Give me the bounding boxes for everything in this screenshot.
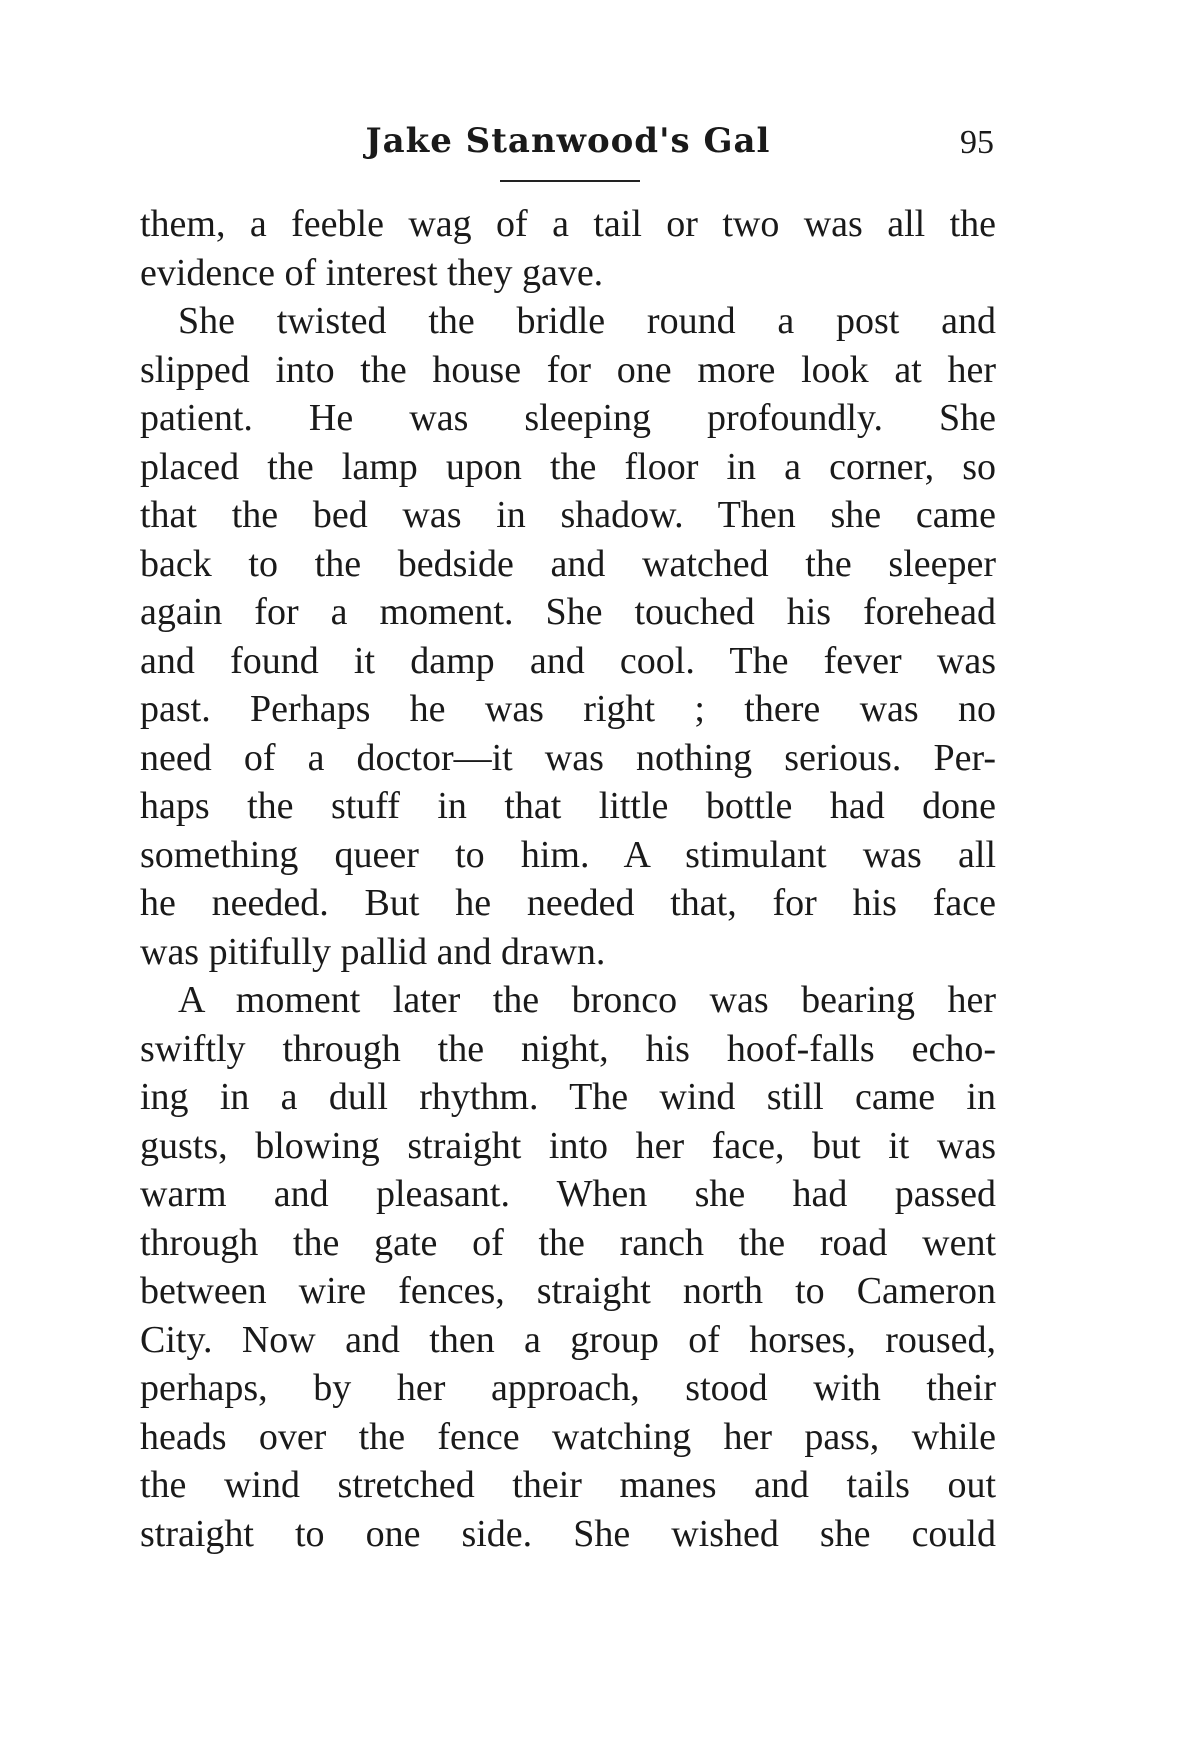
text-line: through the gate of the ranch the road went [140, 1221, 996, 1264]
text-line: slipped into the house for one more look at her [140, 348, 996, 391]
text-line: warm and pleasant. When she had passed [140, 1173, 996, 1215]
running-head [140, 118, 996, 164]
text-line: them, a feeble wag of a tail or two was all the [140, 203, 996, 245]
text-line: ing in a dull rhythm. The wind still came in [140, 1076, 996, 1118]
text-line: again for a moment. She touched his forehead [140, 591, 996, 633]
running-title: Jake Stanwood's Gal [365, 121, 771, 161]
text-line: patient. He was sleeping profoundly. She [140, 397, 996, 439]
text-line: and found it damp and cool. The fever was [140, 639, 996, 682]
text-line: he needed. But he needed that, for his face [140, 882, 996, 924]
text-line: placed the lamp upon the floor in a corner, so [140, 445, 996, 488]
text-line: gusts, blowing straight into her face, but it was [140, 1124, 996, 1167]
header-rule [500, 180, 640, 182]
text-line: the wind stretched their manes and tails out [140, 1464, 996, 1506]
text-line: that the bed was in shadow. Then she came [140, 494, 996, 536]
text-line: something queer to him. A stimulant was all [140, 833, 996, 876]
paragraph-1 [140, 200, 996, 297]
text-line: A moment later the bronco was bearing her [178, 979, 996, 1021]
text-line: heads over the fence watching her pass, while [140, 1415, 996, 1458]
text-line: past. Perhaps he was right ; there was no [140, 688, 996, 730]
text-line: need of a doctor—it was nothing serious. Per- [140, 736, 996, 779]
text-line: back to the bedside and watched the sleeper [140, 542, 996, 585]
paragraph-2 [140, 297, 996, 976]
text-line: was pitifully pallid and drawn. [140, 930, 606, 973]
body-text [140, 200, 996, 1558]
text-line: evidence of interest they gave. [140, 251, 604, 294]
text-line: City. Now and then a group of horses, roused, [140, 1318, 996, 1361]
text-line: between wire fences, straight north to Cameron [140, 1270, 996, 1312]
page-number: 95 [960, 124, 994, 161]
paragraph-3 [140, 976, 996, 1558]
text-line: straight to one side. She wished she could [140, 1512, 996, 1555]
text-line: swiftly through the night, his hoof-falls echo- [140, 1027, 996, 1070]
text-line: haps the stuff in that little bottle had done [140, 785, 996, 827]
text-line: She twisted the bridle round a post and [178, 300, 996, 342]
text-line: perhaps, by her approach, stood with their [140, 1367, 996, 1409]
